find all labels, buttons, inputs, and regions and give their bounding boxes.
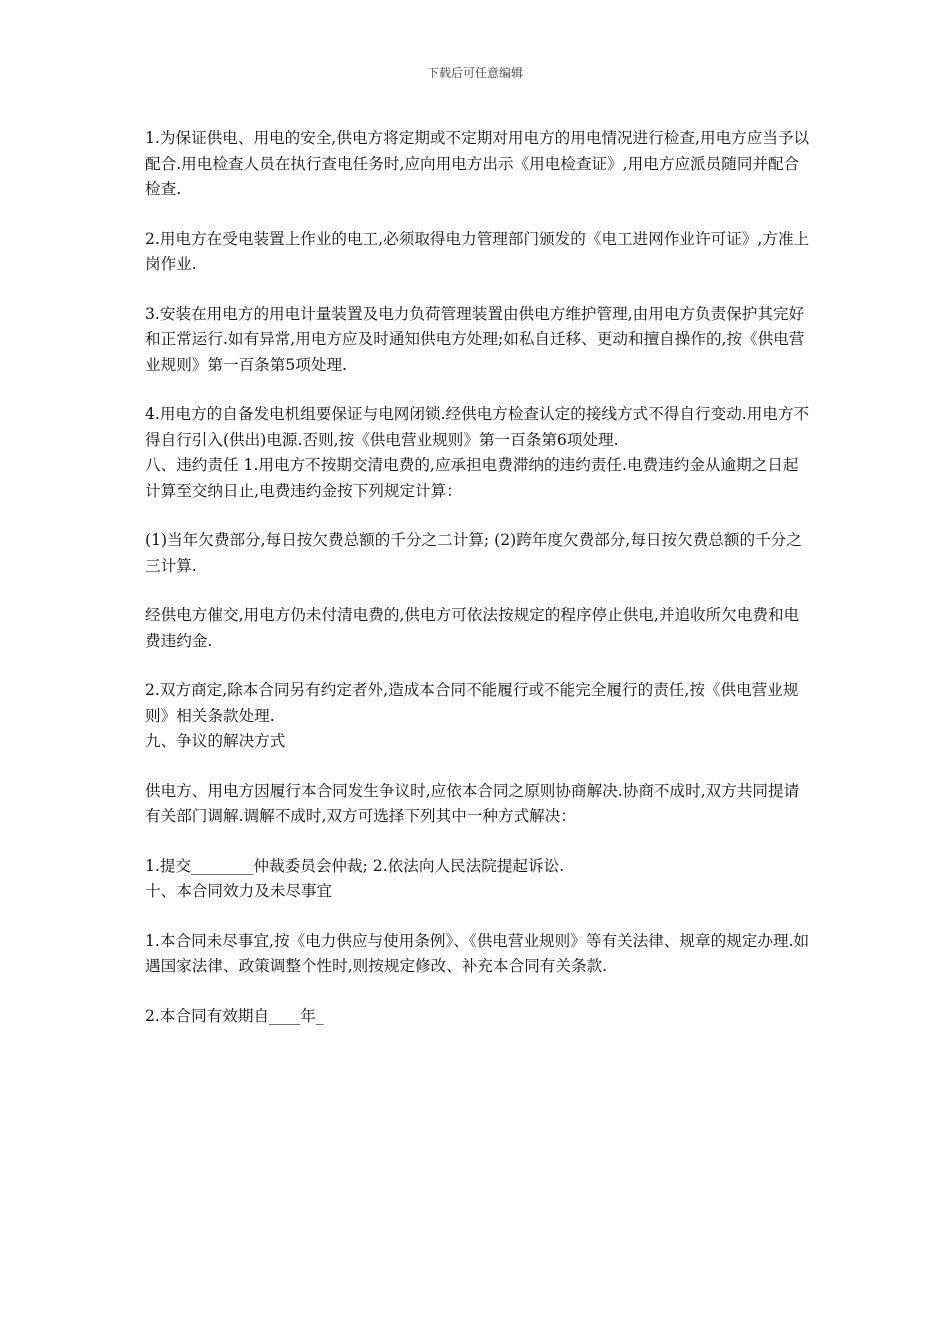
paragraph-stop-supply: 经供电方催交,用电方仍未付清电费的,供电方可依法按规定的程序停止供电,并追收所欠电费和电费违约金. — [145, 606, 800, 650]
paragraph-inspection: 1.为保证供电、用电的安全,供电方将定期或不定期对用电方的用电情况进行检查,用电方应当予以配合.用电检查人员在执行查电任务时,应向用电方出示《用电检查证》,用电方应派员随同并配合检查. — [145, 129, 810, 198]
paragraph-breach-liability: 八、违约责任 1.用电方不按期交清电费的,应承担电费滞纳的违约责任.电费违约金从逾期之日起计算至交纳日止,电费违约金按下列规定计算： — [145, 456, 799, 500]
paragraph-mutual-agreement: 2.双方商定,除本合同另有约定者外,造成本合同不能履行或不能完全履行的责任,按《供电营业规则》相关条款处理. — [145, 681, 799, 725]
paragraph-validity-period: 2.本合同有效期自____年_ — [145, 1006, 324, 1025]
paragraph-generator: 4.用电方的自备发电机组要保证与电网闭锁.经供电方检查认定的接线方式不得自行变动.用电方不得自行引入(供出)电源.否则,按《供电营业规则》第一百条第6项处理. — [145, 405, 810, 449]
section-heading-dispute: 九、争议的解决方式 — [145, 732, 286, 750]
paragraph-metering: 3.安装在用电方的用电计量装置及电力负荷管理装置由供电方维护管理,由用电方负责保护其完好和正常运行.如有异常,用电方应及时通知供电方处理;如私自迁移、更动和擅自操作的,按《供电营业规则》第一百条第5项处理. — [145, 304, 805, 374]
header-note: 下载后可任意编辑 — [426, 66, 523, 80]
paragraph-electrician: 2.用电方在受电装置上作业的电工,必须取得电力管理部门颁发的《电工进网作业许可证》,方准上岗作业. — [145, 229, 810, 273]
paragraph-dispute-resolution: 供电方、用电方因履行本合同发生争议时,应依本合同之原则协商解决.协商不成时,双方共同提请有关部门调解.调解不成时,双方可选择下列其中一种方式解决： — [145, 781, 800, 825]
document-body — [145, 126, 810, 1029]
section-heading-effect: 十、本合同效力及未尽事宜 — [145, 882, 333, 900]
paragraph-penalty-rates: (1)当年欠费部分,每日按欠费总额的千分之二计算; (2)跨年度欠费部分,每日按欠费总额的千分之三计算. — [145, 531, 802, 575]
paragraph-arbitration: 1.提交________仲裁委员会仲裁; 2.依法向人民法院提起诉讼. — [145, 856, 565, 875]
paragraph-unresolved-matters: 1.本合同未尽事宜,按《电力供应与使用条例》、《供电营业规则》等有关法律、规章的规定办理.如遇国家法律、政策调整个性时,则按规定修改、补充本合同有关条款. — [145, 931, 810, 975]
